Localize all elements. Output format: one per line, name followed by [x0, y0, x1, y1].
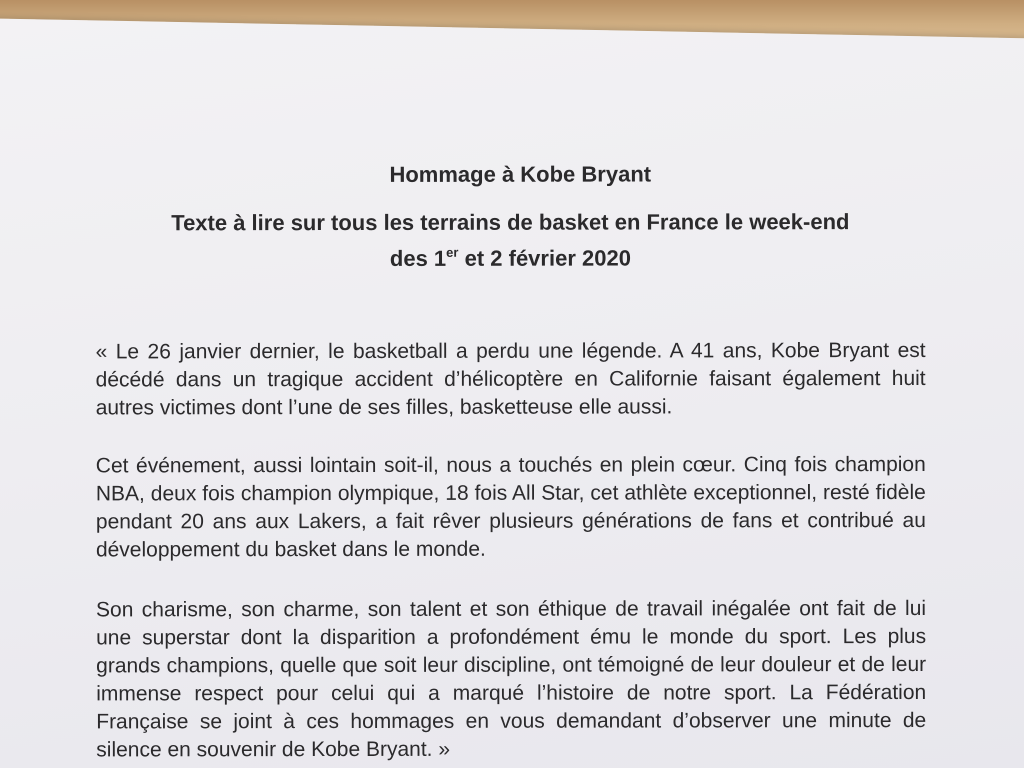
paragraph-2: Cet événement, aussi lointain soit-il, nous a touchés en plein cœur. Cinq fois champion NBA, deux fois champion olympique, 18 fois All Star, cet athlète exceptionnel, resté fidèle pendant 20 ans aux Lakers, a fait rêver plusieurs générations de fans et contribué au développement du basket dans le monde.	[95, 452, 926, 562]
subtitle-date-prefix: des 1	[389, 245, 447, 271]
document-subtitle	[95, 207, 925, 274]
subtitle-date-suffix: et 2 février 2020	[458, 245, 631, 271]
subtitle-line-2	[95, 237, 925, 274]
paragraph-1: « Le 26 janvier dernier, le basketball a perdu une légende. A 41 ans, Kobe Bryant est décédé dans un tragique accident d’hélicoptère en Californie faisant également huit autres victimes dont l’une de ses filles, basketteuse elle aussi.	[95, 338, 926, 420]
subtitle-line-1: Texte à lire sur tous les terrains de basket en France le week-end	[171, 209, 850, 236]
document-body	[95, 161, 926, 764]
subtitle-ordinal-suffix: er	[446, 244, 459, 260]
paragraph-3: Son charisme, son charme, son talent et son éthique de travail inégalée ont fait de lui une superstar dont la disparition a profondément ému le monde du sport. Les plus grands champions, quelle que soit leur discipline, ont témoigné de leur douleur et de leur immense respect pour celui qui a marqué l’histoire de notre sport. La Fédération Française se joint à ces hommages en vous demandant d’observer une minute de silence en souvenir de Kobe Bryant. »	[96, 596, 927, 762]
document-title: Hommage à Kobe Bryant	[389, 161, 652, 187]
paper-sheet	[0, 18, 1024, 768]
